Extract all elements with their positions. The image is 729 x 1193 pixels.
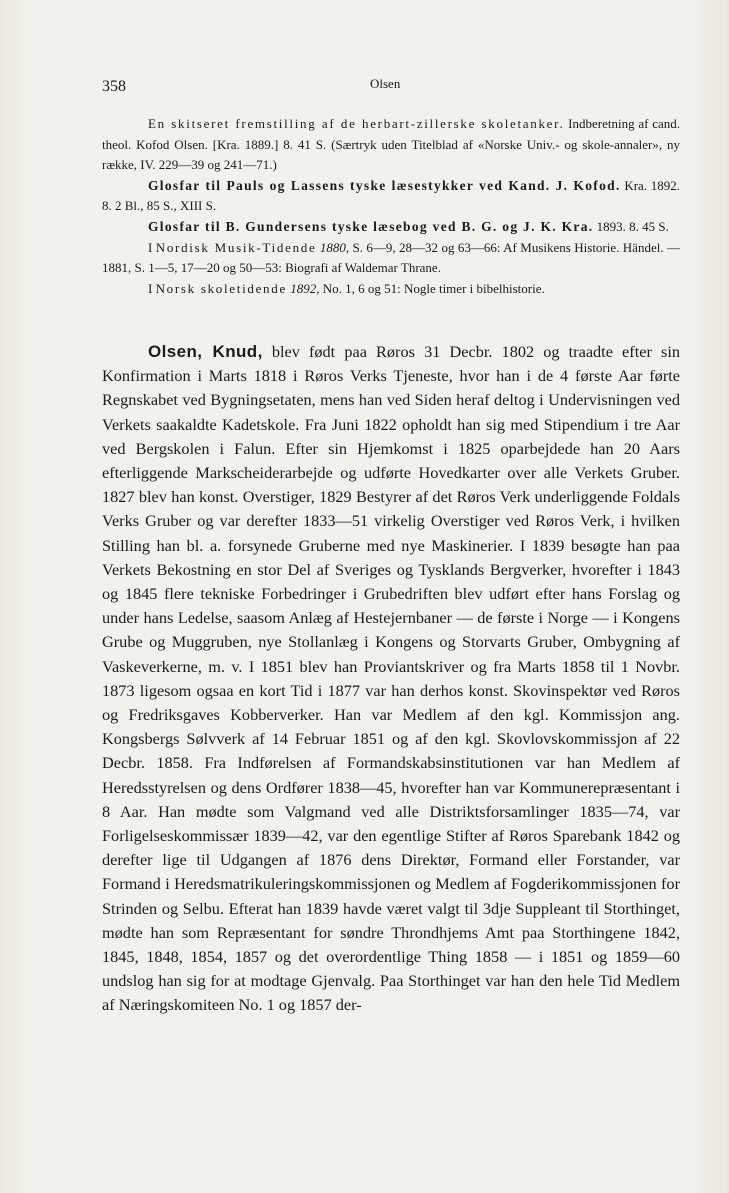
bibliography <box>102 114 680 299</box>
entry-name: Olsen, Knud, <box>148 342 263 361</box>
entry-title: Glosfar til B. Gundersens tyske læsebog ved B. G. og J. K. Kra. <box>148 218 594 234</box>
page-header <box>102 76 682 100</box>
entry-details: S. 6—9, 28—32 og 63—66: Af Musikens Historie. Händel. — 1881, S. 1—5, 17—20 og 50—53: Biografi af Waldemar Thrane. <box>102 239 680 276</box>
bibliography-entry <box>102 114 680 176</box>
entry-details: Kra. 1892. 8. 2 Bl., 85 S., XIII S. <box>102 177 680 214</box>
entry-details: No. 1, 6 og 51: Nogle timer i bibelhistorie. <box>319 280 545 296</box>
entry-details: Indberetning af cand. theol. Kofod Olsen. [Kra. 1889.] 8. 41 S. (Særtryk uden Titelblad af «Norske Univ.- og skole-annaler», ny række, IV. 229—39 og 241—71.) <box>102 116 681 173</box>
entry-year: 1880, <box>316 239 350 255</box>
biography-article <box>102 340 680 1018</box>
article-body: blev født paa Røros 31 Decbr. 1802 og traadte efter sin Konfirmation i Marts 1818 i Røros Verks Tjeneste, hvor han i de 4 første Aar førte Regnskabet ved Bygningsetaten, mens han ved Siden heraf deltog i Undervisningen ved Verkets saakaldte Kadetskole. Fra Juni 1822 opholdt han sig med Stipendium i tre Aar ved Bergskolen i Falun. Efter sin Hjemkomst i 1825 oparbejdede han 20 Aars efterliggende Markscheiderarbejde og udførte Hovedkarter over alle Verkets Gruber. 1827 blev han konst. Overstiger, 1829 Bestyrer af det Røros Verk underliggende Foldals Verks Gruber og var derefter 1833—51 virkelig Overstiger ved Røros Verk, i hvilken Stilling han bl. a. forsynede Gruberne med nye Maskinerier. I 1839 besøgte han paa Verkets Bekostning en stor Del af Sveriges og Tysklands Bergverker, hvorefter i 1843 og 1845 flere tekniske Forbedringer i Grubedriften blev udført efter hans Forslag og under hans Ledelse, saasom Anlæg af Hestejernbaner — de første i Norge — i Kongens Grube og Muggruben, nye Stollanlæg i Kongens og Storvarts Gruber, Ombygning af Vaskeverkerne, m. v. I 1851 blev han Proviantskriver og fra Marts 1858 til 1 Novbr. 1873 ligesom ogsaa en kort Tid i 1877 var han derhos konst. Skovinspektør ved Røros og Fredriksgaves Kobberverker. Han var Medlem af den kgl. Kommissjon ang. Kongsbergs Sølvverk af 14 Februar 1851 og af den kgl. Skovlovskommissjon af 22 Decbr. 1858. Fra Indførelsen af Formandskabsinstitutionen var han Medlem af Heredsstyrelsen og dens Ordfører 1838—45, hvorefter han var Kommunerepræsentant i 8 Aar. Han mødte som Valgmand ved alle Distriktsforsamlinger 1835—74, var Forligelseskommissær 1839—42, var den egentlige Stifter af Røros Sparebank 1842 og derefter lige til Udgangen af 1876 dens Direktør, Formand eller Forstander, var Formand i Heredsmatrikuleringskommissjonen og Medlem af Fogderikommissjonen for Strinden og Selbu. Efterat han 1839 havde været valgt til 3dje Suppleant til Storthinget, mødte han som Repræsentant for søndre Throndhjems Amt paa Storthingene 1842, 1845, 1848, 1854, 1857 og det overordentlige Thing 1858 — i 1851 og 1859—60 undslog han sig for at modtage Gjenvalg. Paa Storthinget var han den hele Tid Medlem af Næringskomiteen No. 1 og 1857 der- <box>102 342 681 1015</box>
entry-details: 1893. 8. 45 S. <box>593 218 669 234</box>
bibliography-entry <box>102 279 680 300</box>
entry-periodical: Norsk skoletidende <box>155 280 287 296</box>
entry-year: 1892, <box>286 280 320 296</box>
bibliography-entry <box>102 238 680 279</box>
entry-title: Glosfar til Pauls og Lassens tyske læsestykker ved Kand. J. Kofod. <box>148 177 621 193</box>
entry-lead: I <box>148 239 156 255</box>
bibliography-entry <box>102 176 680 217</box>
page-number: 358 <box>102 78 126 95</box>
entry-title: En skitseret fremstilling af de herbart-zillerske skoletanker. <box>148 116 565 131</box>
running-head: Olsen <box>370 76 401 91</box>
entry-lead: I <box>148 280 156 296</box>
article-paragraph <box>102 340 680 1018</box>
entry-periodical: Nordisk Musik-Tidende <box>155 239 317 255</box>
bibliography-entry <box>102 217 680 238</box>
